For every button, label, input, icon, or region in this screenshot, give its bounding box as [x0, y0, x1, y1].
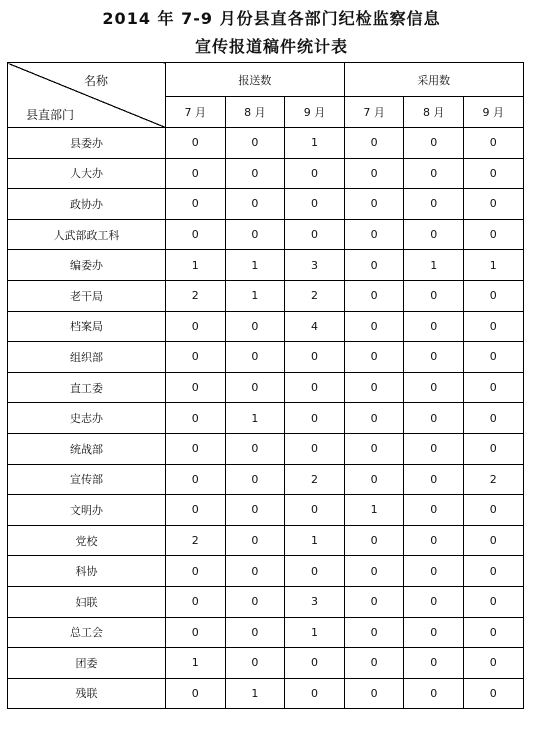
sent-count-cell: 0 — [166, 342, 226, 373]
adopted-count-cell: 0 — [344, 556, 404, 587]
month-header-adopted-9: 9 月 — [463, 97, 523, 128]
adopted-count-cell: 0 — [463, 189, 523, 220]
sent-count-cell: 0 — [225, 219, 285, 250]
sent-count-cell: 0 — [166, 678, 226, 709]
sent-count-cell: 1 — [285, 128, 345, 159]
header-name-label: 名称 — [84, 74, 109, 88]
table-row — [8, 495, 524, 526]
sent-count-cell: 0 — [166, 464, 226, 495]
adopted-count-cell: 0 — [463, 556, 523, 587]
adopted-count-cell: 0 — [404, 556, 464, 587]
table-row — [8, 403, 524, 434]
adopted-count-cell: 0 — [404, 617, 464, 648]
sent-count-cell: 0 — [166, 189, 226, 220]
sent-count-cell: 1 — [166, 250, 226, 281]
table-row — [8, 280, 524, 311]
adopted-count-cell: 0 — [463, 648, 523, 679]
sent-count-cell: 0 — [285, 372, 345, 403]
adopted-count-cell: 0 — [344, 648, 404, 679]
sent-count-cell: 1 — [225, 280, 285, 311]
adopted-count-cell: 0 — [344, 219, 404, 250]
sent-count-cell: 0 — [285, 158, 345, 189]
sent-count-cell: 2 — [166, 280, 226, 311]
adopted-count-cell: 0 — [344, 280, 404, 311]
sent-count-cell: 1 — [285, 617, 345, 648]
adopted-count-cell: 0 — [463, 525, 523, 556]
sent-count-cell: 1 — [225, 678, 285, 709]
adopted-count-cell: 0 — [463, 372, 523, 403]
sent-count-cell: 0 — [285, 342, 345, 373]
sent-count-cell: 0 — [225, 158, 285, 189]
table-row — [8, 342, 524, 373]
adopted-count-cell: 0 — [404, 403, 464, 434]
sent-count-cell: 1 — [225, 250, 285, 281]
table-row — [8, 525, 524, 556]
table-row — [8, 648, 524, 679]
adopted-count-cell: 0 — [463, 219, 523, 250]
sent-count-cell: 1 — [285, 525, 345, 556]
sent-count-cell: 0 — [225, 433, 285, 464]
department-cell: 编委办 — [8, 250, 166, 281]
adopted-count-cell: 0 — [344, 372, 404, 403]
sent-count-cell: 0 — [285, 403, 345, 434]
sent-count-cell: 0 — [225, 586, 285, 617]
adopted-count-cell: 0 — [344, 433, 404, 464]
department-cell: 组织部 — [8, 342, 166, 373]
sent-count-cell: 0 — [166, 495, 226, 526]
table-row — [8, 433, 524, 464]
adopted-count-cell: 0 — [344, 158, 404, 189]
adopted-count-cell: 0 — [344, 678, 404, 709]
table-row — [8, 678, 524, 709]
adopted-count-cell: 0 — [344, 464, 404, 495]
department-cell: 残联 — [8, 678, 166, 709]
sent-count-cell: 0 — [166, 586, 226, 617]
table-row — [8, 586, 524, 617]
table-row — [8, 311, 524, 342]
month-header-adopted-8: 8 月 — [404, 97, 464, 128]
adopted-count-cell: 0 — [404, 311, 464, 342]
adopted-count-cell: 0 — [404, 342, 464, 373]
table-row — [8, 250, 524, 281]
adopted-count-cell: 0 — [404, 495, 464, 526]
adopted-count-cell: 0 — [344, 403, 404, 434]
department-cell: 团委 — [8, 648, 166, 679]
sent-count-cell: 0 — [225, 556, 285, 587]
adopted-count-cell: 0 — [404, 648, 464, 679]
department-cell: 政协办 — [8, 189, 166, 220]
department-cell: 人武部政工科 — [8, 219, 166, 250]
adopted-count-cell: 0 — [404, 372, 464, 403]
sent-count-cell: 0 — [166, 556, 226, 587]
department-cell: 妇联 — [8, 586, 166, 617]
table-row — [8, 617, 524, 648]
department-cell: 直工委 — [8, 372, 166, 403]
table-row — [8, 189, 524, 220]
adopted-count-cell: 0 — [344, 586, 404, 617]
sent-count-cell: 0 — [166, 433, 226, 464]
department-cell: 文明办 — [8, 495, 166, 526]
document-title-line2: 宣传报道稿件统计表 — [194, 37, 348, 56]
sent-count-cell: 0 — [225, 342, 285, 373]
sent-count-cell: 3 — [285, 250, 345, 281]
sent-count-cell: 0 — [285, 433, 345, 464]
sent-count-cell: 2 — [166, 525, 226, 556]
adopted-count-cell: 0 — [463, 128, 523, 159]
table-row — [8, 219, 524, 250]
table-row — [8, 128, 524, 159]
sent-count-cell: 0 — [285, 189, 345, 220]
department-cell: 党校 — [8, 525, 166, 556]
adopted-count-cell: 0 — [404, 280, 464, 311]
adopted-count-cell: 0 — [463, 280, 523, 311]
diagonal-header-cell — [8, 63, 166, 128]
sent-count-cell: 2 — [285, 280, 345, 311]
department-cell: 宣传部 — [8, 464, 166, 495]
adopted-count-cell: 0 — [404, 128, 464, 159]
table-row — [8, 464, 524, 495]
adopted-count-cell: 1 — [344, 495, 404, 526]
adopted-count-cell: 0 — [404, 219, 464, 250]
adopted-count-cell: 0 — [463, 433, 523, 464]
adopted-count-cell: 0 — [344, 250, 404, 281]
adopted-count-cell: 0 — [344, 128, 404, 159]
adopted-count-cell: 0 — [404, 678, 464, 709]
table-row — [8, 372, 524, 403]
sent-count-cell: 4 — [285, 311, 345, 342]
month-header-sent-7: 7 月 — [166, 97, 226, 128]
department-cell: 老干局 — [8, 280, 166, 311]
sent-count-cell: 0 — [166, 403, 226, 434]
sent-count-cell: 0 — [285, 648, 345, 679]
department-cell: 总工会 — [8, 617, 166, 648]
sent-count-cell: 1 — [225, 403, 285, 434]
document-title-line1: 2014 年 7-9 月份县直各部门纪检监察信息 — [102, 9, 441, 28]
department-cell: 统战部 — [8, 433, 166, 464]
adopted-count-cell: 0 — [404, 433, 464, 464]
adopted-count-cell: 0 — [404, 158, 464, 189]
month-header-sent-8: 8 月 — [225, 97, 285, 128]
table-row — [8, 158, 524, 189]
adopted-count-cell: 0 — [463, 342, 523, 373]
adopted-count-cell: 0 — [344, 525, 404, 556]
adopted-count-cell: 0 — [404, 464, 464, 495]
adopted-count-cell: 0 — [463, 678, 523, 709]
sent-count-cell: 0 — [166, 219, 226, 250]
sent-count-cell: 0 — [225, 525, 285, 556]
sent-count-cell: 0 — [225, 311, 285, 342]
sent-count-cell: 0 — [166, 311, 226, 342]
adopted-count-cell: 0 — [463, 495, 523, 526]
sent-count-cell: 0 — [225, 648, 285, 679]
adopted-count-cell: 2 — [463, 464, 523, 495]
group-header-sent: 报送数 — [166, 63, 345, 97]
month-header-sent-9: 9 月 — [285, 97, 345, 128]
sent-count-cell: 3 — [285, 586, 345, 617]
department-cell: 科协 — [8, 556, 166, 587]
adopted-count-cell: 0 — [463, 158, 523, 189]
group-header-adopted: 采用数 — [344, 63, 523, 97]
department-cell: 史志办 — [8, 403, 166, 434]
adopted-count-cell: 0 — [463, 311, 523, 342]
sent-count-cell: 0 — [225, 617, 285, 648]
sent-count-cell: 0 — [285, 678, 345, 709]
adopted-count-cell: 0 — [463, 617, 523, 648]
adopted-count-cell: 1 — [404, 250, 464, 281]
adopted-count-cell: 0 — [344, 342, 404, 373]
sent-count-cell: 0 — [225, 464, 285, 495]
adopted-count-cell: 0 — [463, 403, 523, 434]
sent-count-cell: 0 — [225, 495, 285, 526]
sent-count-cell: 1 — [166, 648, 226, 679]
header-dept-label: 县直部门 — [26, 108, 75, 122]
adopted-count-cell: 0 — [404, 525, 464, 556]
month-header-adopted-7: 7 月 — [344, 97, 404, 128]
department-cell: 档案局 — [8, 311, 166, 342]
sent-count-cell: 0 — [166, 372, 226, 403]
sent-count-cell: 0 — [285, 495, 345, 526]
adopted-count-cell: 1 — [463, 250, 523, 281]
adopted-count-cell: 0 — [344, 189, 404, 220]
adopted-count-cell: 0 — [404, 189, 464, 220]
adopted-count-cell: 0 — [344, 311, 404, 342]
sent-count-cell: 0 — [225, 189, 285, 220]
statistics-table — [7, 62, 524, 709]
sent-count-cell: 0 — [225, 128, 285, 159]
sent-count-cell: 0 — [225, 372, 285, 403]
department-cell: 县委办 — [8, 128, 166, 159]
header-row-groups — [8, 63, 524, 97]
adopted-count-cell: 0 — [344, 617, 404, 648]
sent-count-cell: 0 — [285, 556, 345, 587]
adopted-count-cell: 0 — [463, 586, 523, 617]
sent-count-cell: 2 — [285, 464, 345, 495]
sent-count-cell: 0 — [285, 219, 345, 250]
sent-count-cell: 0 — [166, 617, 226, 648]
sent-count-cell: 0 — [166, 128, 226, 159]
sent-count-cell: 0 — [166, 158, 226, 189]
adopted-count-cell: 0 — [404, 586, 464, 617]
table-body — [8, 63, 524, 709]
table-row — [8, 556, 524, 587]
department-cell: 人大办 — [8, 158, 166, 189]
